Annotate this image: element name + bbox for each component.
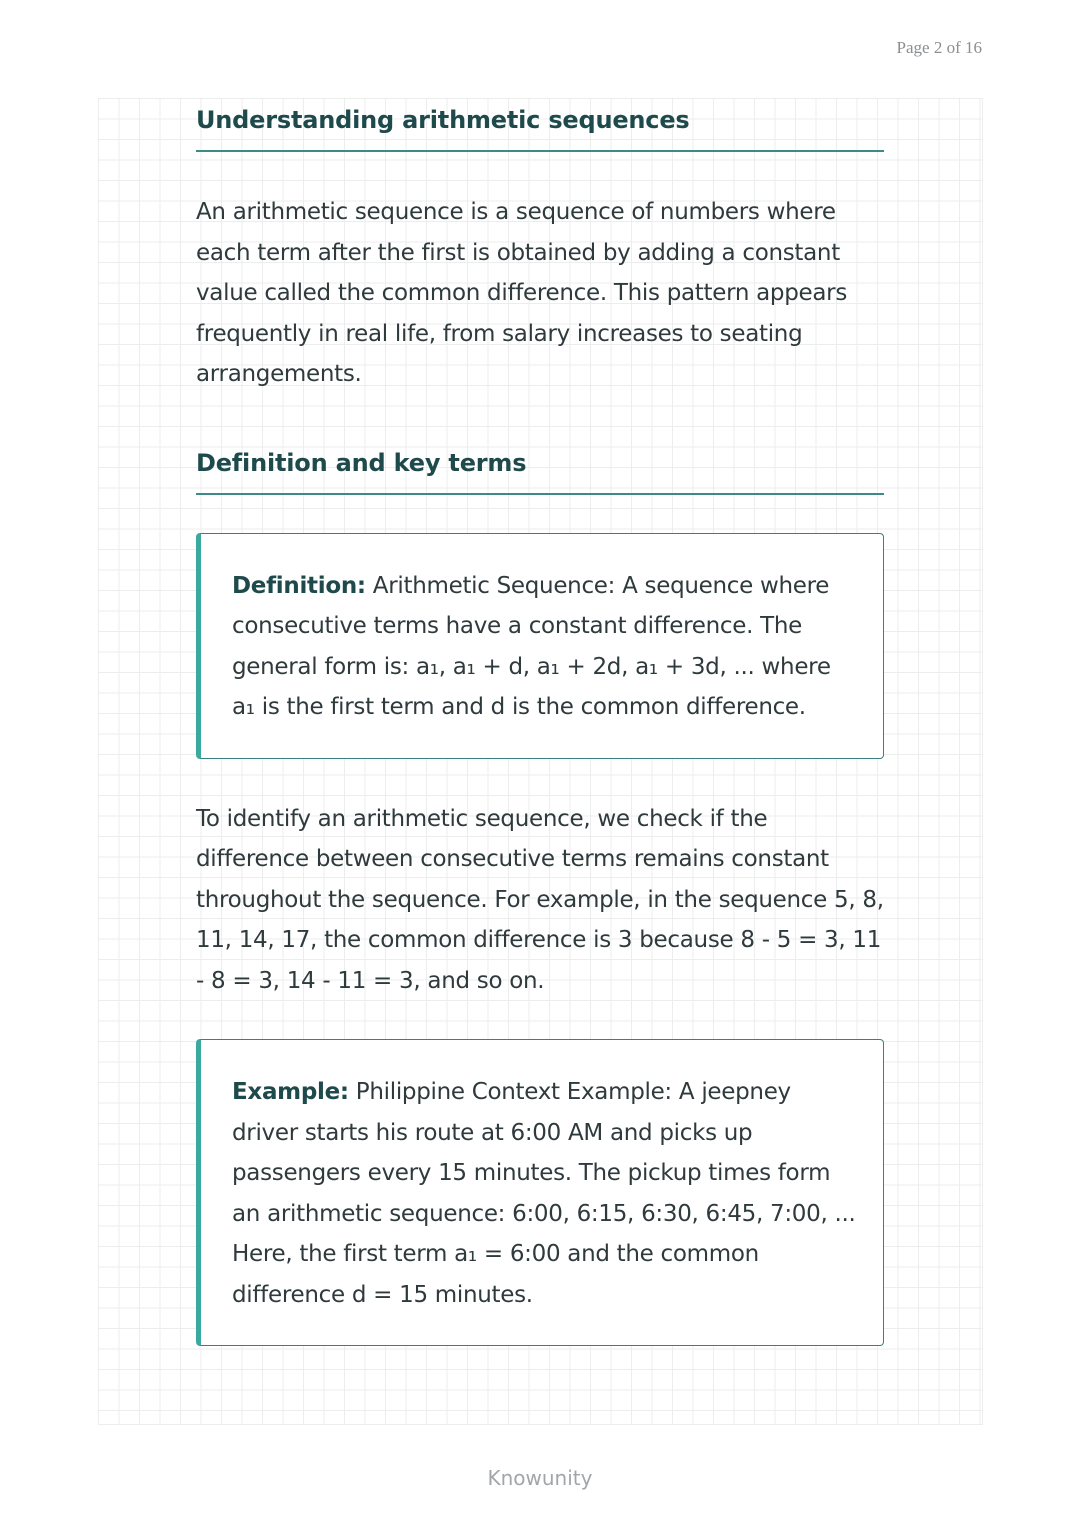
page-content — [196, 98, 884, 1346]
footer-brand: Knowunity — [487, 1466, 593, 1490]
definition-body: Arithmetic Sequence: A sequence where consecutive terms have a constant difference. The general form is: a₁, a₁ + d, a₁ + 2d, a₁ + 3d, ... where a₁ is the first term and d is the common difference. — [232, 572, 831, 720]
page-indicator: Page 2 of 16 — [896, 38, 982, 57]
identify-paragraph: To identify an arithmetic sequence, we check if the difference between consecutive terms remains constant throughout the sequence. For example, in the sequence 5, 8, 11, 14, 17, the common difference is 3 because 8 - 5 = 3, 11 - 8 = 3, 14 - 11 = 3, and so on. — [196, 805, 884, 994]
definition-label: Definition: — [232, 572, 366, 599]
section-heading-definition: Definition and key terms — [196, 443, 884, 495]
example-label: Example: — [232, 1079, 349, 1105]
example-body: Philippine Context Example: A jeepney driver starts his route at 6:00 AM and picks up passengers every 15 minutes. The pickup times form an arithmetic sequence: 6:00, 6:15, 6:30, 6:45, 7:00, ... Here, the first term a₁ = 6:00 and the common difference d = 15 minutes. — [232, 1079, 856, 1308]
intro-paragraph: An arithmetic sequence is a sequence of numbers where each term after the first is obtained by adding a constant value called the common difference. This pattern appears frequently in real life, from salary increases to seating arrangements. — [196, 199, 847, 387]
example-text — [232, 1072, 859, 1315]
definition-box — [196, 533, 884, 759]
definition-text — [232, 566, 859, 728]
example-box — [196, 1039, 884, 1346]
section-heading-understanding: Understanding arithmetic sequences — [196, 100, 884, 152]
